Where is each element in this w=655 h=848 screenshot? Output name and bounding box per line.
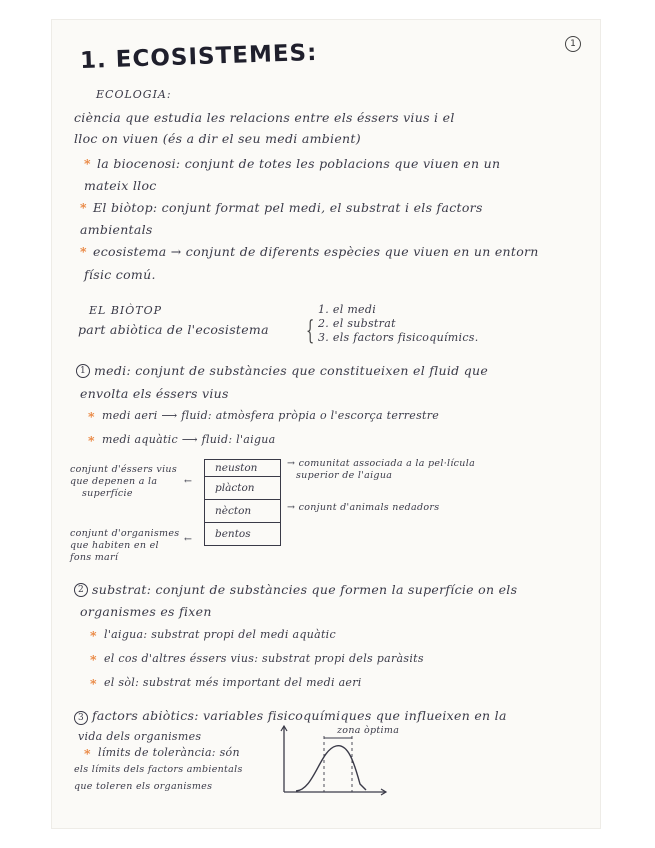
asterisk-icon: * bbox=[88, 433, 95, 448]
section-marker-1: 1 bbox=[76, 364, 90, 378]
biotop-heading: EL BIÒTOP bbox=[89, 304, 163, 317]
layer-neuston: neuston bbox=[204, 459, 281, 477]
substrat-sol: el sòl: substrat més important del medi aeri bbox=[104, 676, 362, 689]
biocenosi-line2: mateix lloc bbox=[84, 178, 157, 193]
arrow-left-icon: ← bbox=[184, 476, 193, 487]
layer-placton: plàcton bbox=[204, 477, 281, 500]
zona-optima-label: zona òptima bbox=[337, 725, 400, 736]
medi-line2: envolta els éssers vius bbox=[80, 386, 229, 401]
asterisk-icon: * bbox=[84, 156, 91, 171]
ecosistema-line1: ecosistema → conjunt de diferents espècies que viuen en un entorn bbox=[93, 244, 539, 259]
biotop-line2: ambientals bbox=[80, 222, 153, 237]
page-number: 1 bbox=[565, 36, 581, 52]
asterisk-icon: * bbox=[84, 746, 91, 761]
diagram-right-mid: → conjunt d'animals nedadors bbox=[287, 502, 440, 513]
layer-necton: nècton bbox=[204, 500, 281, 523]
ecologia-heading: ECOLOGIA: bbox=[96, 88, 172, 101]
diagram-left-top-3: superfície bbox=[82, 488, 133, 499]
asterisk-icon: * bbox=[88, 409, 95, 424]
factors-line1: factors abiòtics: variables fisicoquímiques que influeixen en la bbox=[92, 708, 507, 723]
diagram-right-top-2: superior de l'aigua bbox=[296, 470, 393, 481]
page-title: 1. ECOSISTEMES: bbox=[79, 39, 318, 75]
diagram-left-bottom-2: que habiten en el bbox=[70, 540, 159, 551]
asterisk-icon: * bbox=[90, 652, 97, 667]
ecologia-def-line2: lloc on viuen (és a dir el seu medi ambient) bbox=[74, 131, 361, 146]
brace-icon: { bbox=[306, 316, 315, 346]
tolerancia-line2: els límits dels factors ambientals bbox=[74, 764, 243, 775]
diagram-left-bottom-1: conjunt d'organismes bbox=[70, 528, 180, 539]
ecologia-def-line1: ciència que estudia les relacions entre els éssers vius i el bbox=[74, 110, 455, 125]
diagram-left-bottom-3: fons marí bbox=[70, 552, 119, 563]
medi-aquatic: medi aquàtic ⟶ fluid: l'aigua bbox=[102, 433, 276, 446]
biotop-item-2: 2. el substrat bbox=[318, 317, 396, 330]
section-marker-2: 2 bbox=[74, 583, 88, 597]
diagram-left-top-2: que depenen a la bbox=[70, 476, 158, 487]
biotop-def: part abiòtica de l'ecosistema bbox=[78, 322, 269, 337]
biotop-line1: El biòtop: conjunt format pel medi, el substrat i els factors bbox=[93, 200, 483, 215]
biocenosi-line1: la biocenosi: conjunt de totes les poblacions que viuen en un bbox=[97, 156, 501, 171]
ecosistema-line2: físic comú. bbox=[84, 267, 156, 282]
factors-line2: vida dels organismes bbox=[78, 730, 202, 743]
diagram-left-top-1: conjunt d'éssers vius bbox=[70, 464, 178, 475]
layer-bentos: bentos bbox=[204, 523, 281, 546]
medi-line1: medi: conjunt de substàncies que constitueixen el fluid que bbox=[94, 363, 489, 378]
arrow-left-icon: ← bbox=[184, 534, 193, 545]
substrat-cos: el cos d'altres éssers vius: substrat propi dels paràsits bbox=[104, 652, 424, 665]
biotop-item-3: 3. els factors fisicoquímics. bbox=[318, 331, 479, 344]
asterisk-icon: * bbox=[90, 628, 97, 643]
biotop-item-1: 1. el medi bbox=[318, 303, 377, 316]
substrat-line1: substrat: conjunt de substàncies que formen la superfície on els bbox=[92, 582, 518, 597]
tolerancia-line1: límits de tolerància: són bbox=[98, 746, 240, 759]
substrat-line2: organismes es fixen bbox=[80, 604, 212, 619]
tolerancia-line3: que toleren els organismes bbox=[74, 781, 213, 792]
asterisk-icon: * bbox=[80, 244, 87, 259]
substrat-aigua: l'aigua: substrat propi del medi aquàtic bbox=[104, 628, 336, 641]
tolerance-curve bbox=[296, 746, 366, 791]
diagram-right-top-1: → comunitat associada a la pel·lícula bbox=[287, 458, 476, 469]
asterisk-icon: * bbox=[80, 200, 87, 215]
asterisk-icon: * bbox=[90, 676, 97, 691]
medi-aeri: medi aeri ⟶ fluid: atmòsfera pròpia o l'escorça terrestre bbox=[102, 409, 440, 422]
section-marker-3: 3 bbox=[74, 711, 88, 725]
